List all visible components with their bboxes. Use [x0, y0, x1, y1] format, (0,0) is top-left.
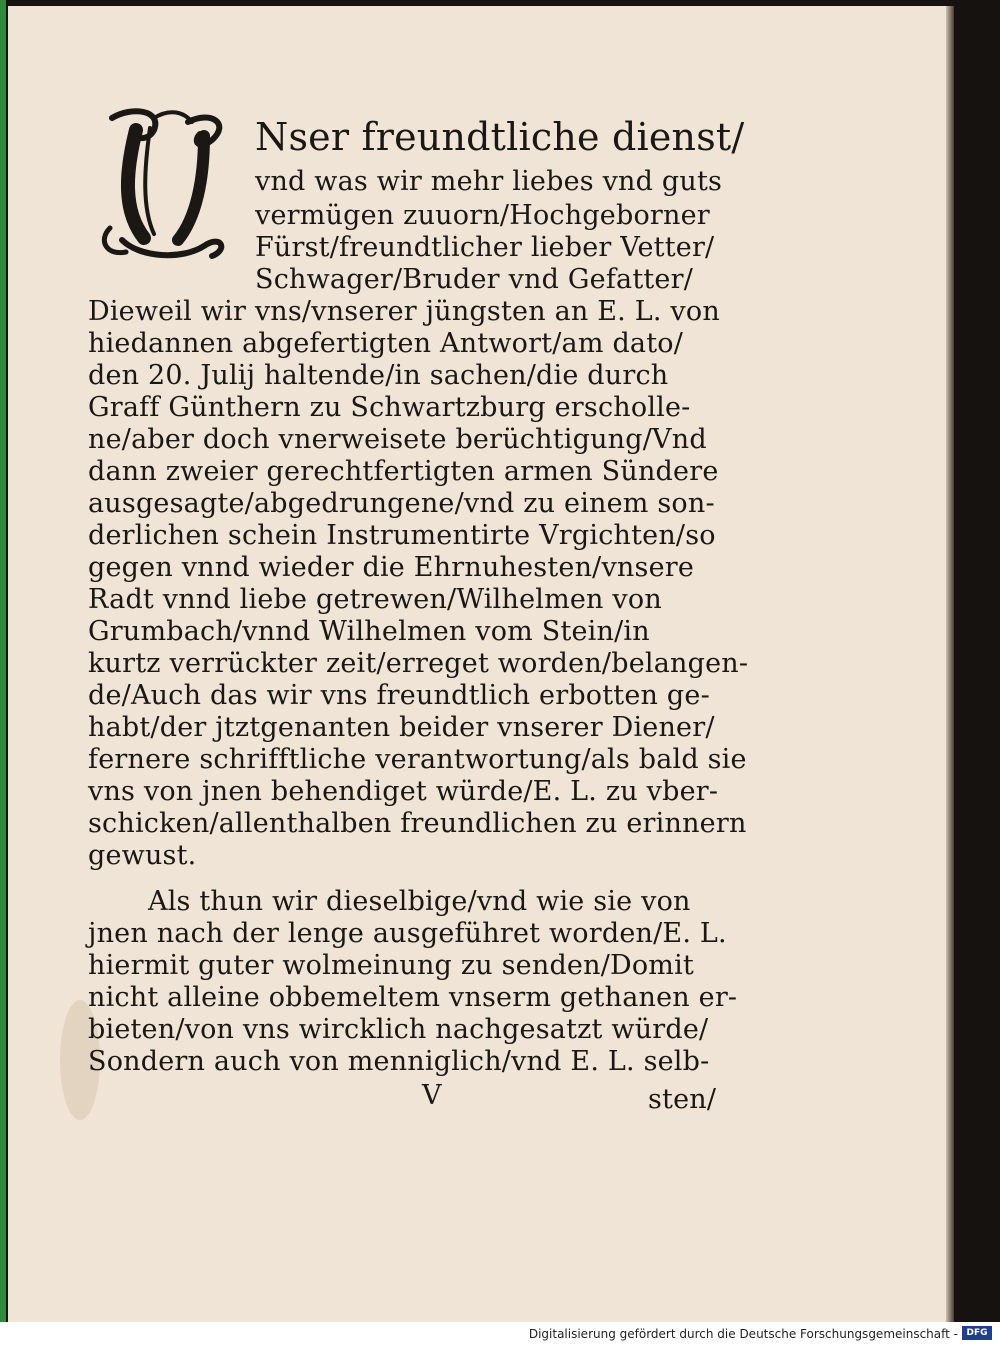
text-line: hiedannen abgefertigten Antwort/am dato/: [88, 328, 684, 359]
text-line: Dieweil wir vns/vnserer jüngsten an E. L. von: [88, 296, 720, 327]
text-line: Sondern auch von menniglich/vnd E. L. selb-: [88, 1046, 710, 1077]
text-line: Fürst/freundtlicher lieber Vetter/: [255, 232, 715, 263]
text-line: hiermit guter wolmeinung zu senden/Domit: [88, 950, 694, 981]
text-line: gewust.: [88, 840, 197, 871]
text-line: Radt vnnd liebe getrewen/Wilhelmen von: [88, 584, 662, 615]
text-line: vns von jnen behendiget würde/E. L. zu vber-: [88, 776, 719, 807]
text-line: Schwager/Bruder vnd Gefatter/: [255, 264, 693, 295]
text-line: derlichen schein Instrumentirte Vrgichten/so: [88, 520, 716, 551]
text-line: nicht alleine obbemeltem vnserm gethanen er-: [88, 982, 738, 1013]
text-line: de/Auch das wir vns freundtlich erbotten ge-: [88, 680, 710, 711]
signature-mark: V: [422, 1080, 442, 1111]
footer-bar: [0, 1322, 1000, 1345]
text-line: gegen vnnd wieder die Ehrnuhesten/vnsere: [88, 552, 695, 583]
catchword: sten/: [648, 1084, 717, 1115]
text-line: fernere schrifftliche verantwortung/als bald sie: [88, 744, 747, 775]
text-line: ne/aber doch vnerweisete berüchtigung/Vnd: [88, 424, 707, 455]
text-line: ausgesagte/abgedrungene/vnd zu einem son-: [88, 488, 715, 519]
text-line: schicken/allenthalben freundlichen zu erinnern: [88, 808, 747, 839]
text-line: kurtz verrückter zeit/erreget worden/belangen-: [88, 648, 749, 679]
text-line: Als thun wir dieselbige/vnd wie sie von: [148, 886, 691, 917]
text-line: den 20. Julij haltende/in sachen/die durch: [88, 360, 669, 391]
text-line: vermügen zuuorn/Hochgeborner: [255, 200, 710, 231]
text-line: habt/der jtztgenanten beider vnserer Diener/: [88, 712, 715, 743]
dfg-logo: DFG: [962, 1326, 992, 1340]
text-line: Grumbach/vnnd Wilhelmen vom Stein/in: [88, 616, 650, 647]
text-line: jnen nach der lenge ausgeführet worden/E. L.: [88, 918, 727, 949]
text-line: vnd was wir mehr liebes vnd guts: [255, 166, 723, 197]
funding-credit: Digitalisierung gefördert durch die Deutsche Forschungsgemeinschaft -: [528, 1327, 958, 1341]
text-line: dann zweier gerechtfertigten armen Sündere: [88, 456, 719, 487]
text-line: Nser freundtliche dienst/: [255, 115, 745, 159]
text-line: bieten/von vns wircklich nachgesatzt würde/: [88, 1014, 709, 1045]
text-line: Graff Günthern zu Schwartzburg erscholle-: [88, 392, 691, 423]
